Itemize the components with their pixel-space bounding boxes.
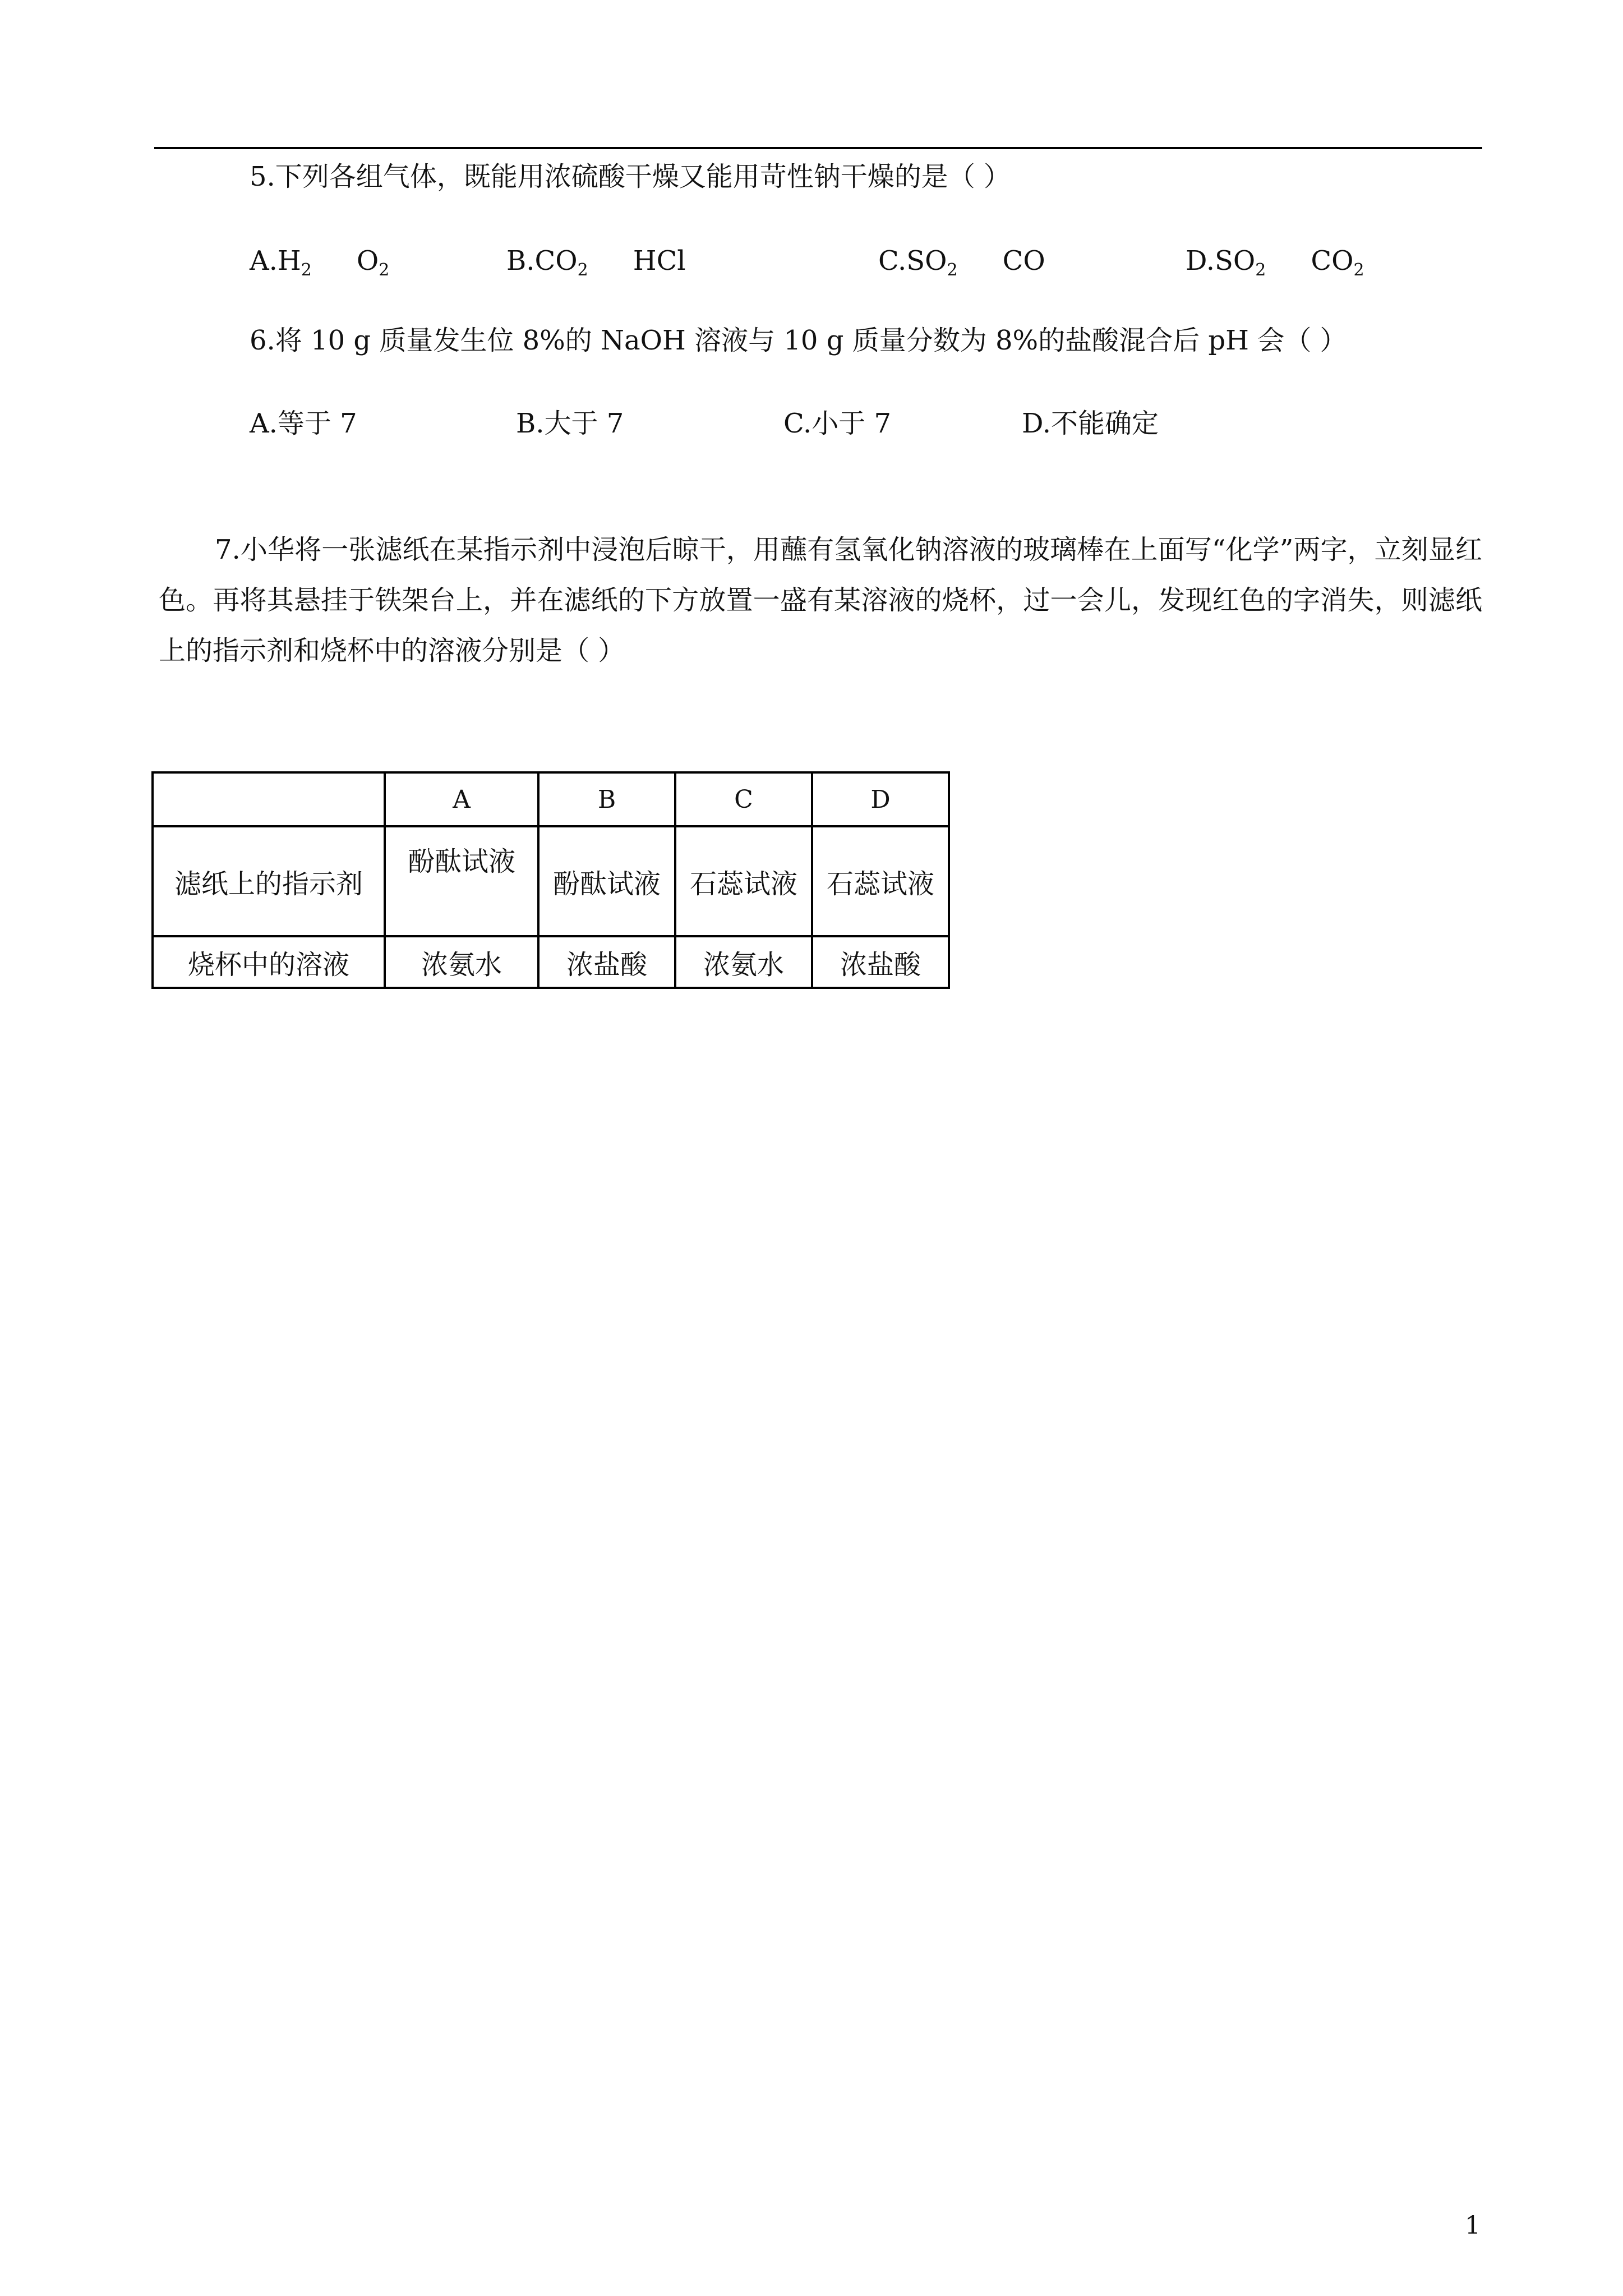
q6-option-a: A.等于 7 xyxy=(250,408,357,439)
q5-option-a-formula1: A.H xyxy=(250,245,301,277)
table-header-cell: C xyxy=(675,772,812,826)
q6-stem: 6.将 10 g 质量发生位 8%的 NaOH 溶液与 10 g 质量分数为 8%的盐酸混合后 pH 会（ ） xyxy=(250,325,1347,356)
page-number: 1 xyxy=(1465,2211,1481,2240)
table-cell: 浓氨水 xyxy=(385,936,538,988)
q5-option-b-formula1: B.CO xyxy=(506,245,578,277)
q7-stem: 7.小华将一张滤纸在某指示剂中浸泡后晾干，用蘸有氢氧化钠溶液的玻璃棒在上面写“化学”两字，立刻显红色。再将其悬挂于铁架台上，并在滤纸的下方放置一盛有某溶液的烧杯，过一会儿，发现红色的字消失，则滤纸上的指示剂和烧杯中的溶液分别是（ ） xyxy=(159,534,1482,666)
table-header-cell: A xyxy=(385,772,538,826)
q6-option-b: B.大于 7 xyxy=(516,408,624,439)
q5-option-c-formula2: CO xyxy=(1002,245,1045,277)
q6-option-d: D.不能确定 xyxy=(1022,408,1159,439)
table-header-row xyxy=(153,772,949,826)
table-cell: 浓盐酸 xyxy=(538,936,675,988)
table-cell: 酚酞试液 xyxy=(385,826,538,936)
answer-table xyxy=(151,771,950,989)
table-cell: 酚酞试液 xyxy=(538,826,675,936)
table-cell: 石蕊试液 xyxy=(675,826,812,936)
q5-option-d-formula2: CO xyxy=(1311,245,1354,277)
q5-option-c-sub1: 2 xyxy=(947,260,958,280)
table-row-label: 烧杯中的溶液 xyxy=(153,936,385,988)
q5-option-a-formula2: O xyxy=(356,245,379,277)
table-header-cell: D xyxy=(812,772,949,826)
table-header-cell: B xyxy=(538,772,675,826)
q5-option-d xyxy=(1186,244,1364,278)
table-cell: 浓氨水 xyxy=(675,936,812,988)
q5-option-c-formula1: C.SO xyxy=(878,245,947,277)
q6-option-c: C.小于 7 xyxy=(783,408,892,439)
q5-option-d-sub2: 2 xyxy=(1353,260,1364,280)
table-header-cell xyxy=(153,772,385,826)
q5-option-d-sub1: 2 xyxy=(1255,260,1266,280)
header-rule xyxy=(154,147,1482,149)
table-row-label: 滤纸上的指示剂 xyxy=(153,826,385,936)
q5-option-d-formula1: D.SO xyxy=(1186,245,1256,277)
q5-option-a-sub1: 2 xyxy=(301,260,312,280)
q5-stem: 5.下列各组气体，既能用浓硫酸干燥又能用苛性钠干燥的是（ ） xyxy=(250,161,1011,192)
q5-option-a xyxy=(250,244,389,278)
table-row xyxy=(153,826,949,936)
table-cell: 石蕊试液 xyxy=(812,826,949,936)
q5-option-b xyxy=(506,244,686,278)
table-row xyxy=(153,936,949,988)
q5-option-b-sub1: 2 xyxy=(577,260,588,280)
q5-option-c xyxy=(878,244,1045,278)
q5-option-b-formula2: HCl xyxy=(633,245,686,277)
table-cell: 浓盐酸 xyxy=(812,936,949,988)
q5-option-a-sub2: 2 xyxy=(379,260,390,280)
